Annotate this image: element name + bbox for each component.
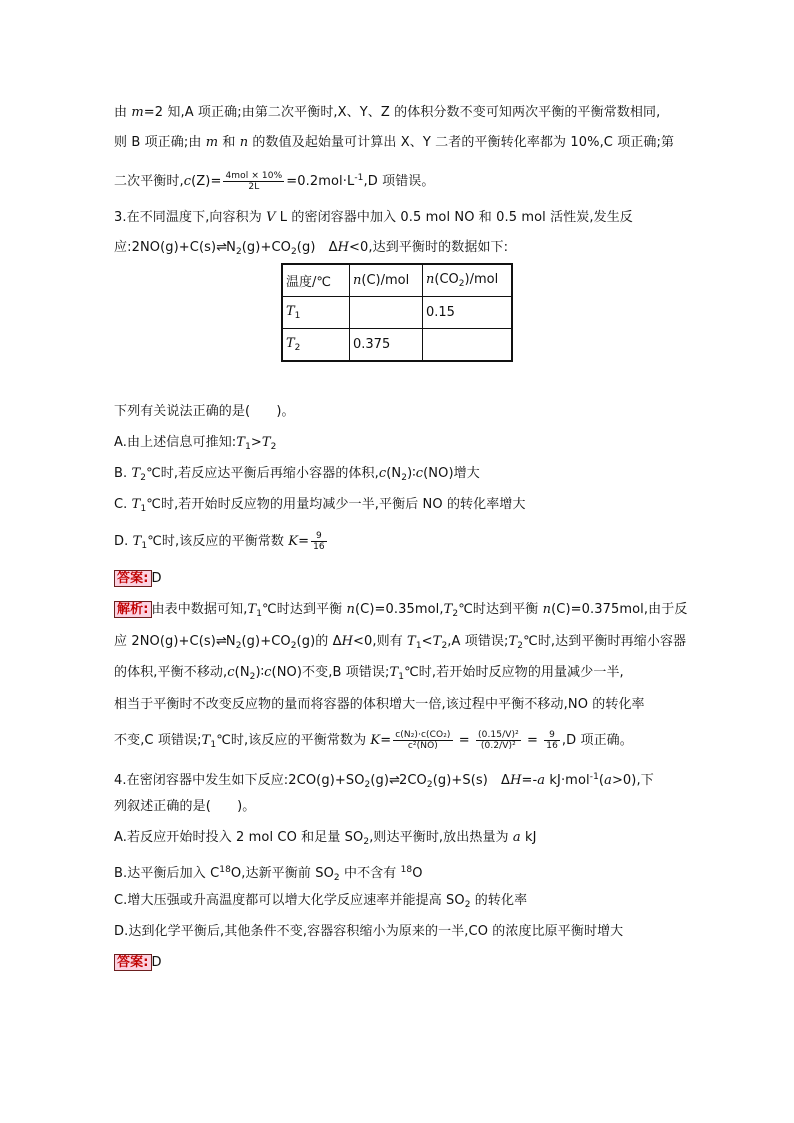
var-t: T <box>131 497 141 512</box>
var-t: T <box>261 435 271 450</box>
q4-option-c <box>114 891 527 915</box>
text: 由 <box>114 105 132 120</box>
var-k: K <box>288 534 299 549</box>
text: (Z)= <box>191 174 222 189</box>
subscript: 1 <box>256 609 263 619</box>
text: (g) <box>370 773 390 788</box>
text: = <box>380 733 392 748</box>
table-cell: 0.375 <box>350 329 423 362</box>
fraction-denominator: c²(NO) <box>407 741 438 751</box>
text: L 的密闭容器中加入 0.5 mol NO 和 0.5 mol 活性炭,发生反 <box>275 210 633 225</box>
superscript: 18 <box>400 865 413 875</box>
subscript: 2 <box>458 279 465 289</box>
subscript: 1 <box>140 504 147 514</box>
text: 由表中数据可知, <box>151 602 248 617</box>
text: 列叙述正确的是( )。 <box>114 799 256 814</box>
var-t: T <box>131 466 141 481</box>
q3-option-c <box>114 495 526 519</box>
superscript: -1 <box>354 173 364 183</box>
q3-option-d <box>114 531 329 556</box>
q4-stem-line-1 <box>114 767 654 795</box>
answer-label: 答案: <box>114 954 152 971</box>
var-n: n <box>353 273 362 288</box>
subscript: 1 <box>245 442 251 452</box>
var-v: V <box>266 210 276 225</box>
subscript: 1 <box>398 672 405 682</box>
text: = <box>298 534 310 549</box>
text: (C)=0.375mol,由于反 <box>551 602 688 617</box>
subscript: 2 <box>452 609 459 619</box>
subscript: 2 <box>364 780 371 790</box>
text: 相当于平衡时不改变反应物的量而将容器的体积增大一倍,该过程中平衡不移动,NO 的转化率 <box>114 697 645 712</box>
q3-question <box>114 402 295 422</box>
text: ℃时,若开始时反应物的用量均减少一半,平衡后 NO 的转化率增大 <box>146 497 526 512</box>
text: 温度/℃ <box>286 275 331 290</box>
text: ℃时达到平衡 <box>458 602 543 617</box>
text: 则 B 项正确;由 <box>114 135 206 150</box>
var-t: T <box>389 665 399 680</box>
q3-analysis-line-3 <box>114 663 624 687</box>
var-t: T <box>286 336 295 351</box>
var-n: n <box>542 602 552 617</box>
text: 的数值及起始量可计算出 X、Y 二者的平衡转化率都为 10%,C 项正确;第 <box>248 135 675 150</box>
var-h: H <box>337 240 350 255</box>
subscript: 2 <box>294 343 301 353</box>
q4-option-d <box>114 922 623 942</box>
fraction-numerator: c(N₂)·c(CO₂) <box>395 730 451 740</box>
text: ℃时达到平衡 <box>262 602 347 617</box>
subscript: 2 <box>363 837 370 847</box>
var-a: a <box>512 830 521 845</box>
text: kJ <box>520 830 537 845</box>
text: 应:2NO(g)+C(s) <box>114 240 217 255</box>
text: ℃时,若反应达平衡后再缩小容器的体积, <box>146 466 379 481</box>
answer-label: 答案: <box>114 570 152 587</box>
q3-option-a <box>114 433 277 457</box>
table-cell <box>282 297 350 329</box>
text: ℃时,若开始时反应物的用量减少一半, <box>404 665 624 680</box>
text: ( <box>598 773 605 788</box>
q3-stem-line-2 <box>114 238 508 262</box>
text: (C)=0.35mol, <box>354 602 444 617</box>
var-n: n <box>346 602 355 617</box>
text: 的转化率 <box>470 893 528 908</box>
text: )/mol <box>464 272 499 287</box>
answer-value: D <box>151 955 162 970</box>
text: (g)+CO <box>241 634 291 649</box>
var-c: c <box>264 665 272 680</box>
text: 3.在不同温度下,向容积为 <box>114 210 267 225</box>
text: )∶ <box>255 665 265 680</box>
q4-stem-line-2 <box>114 797 255 817</box>
text: 4.在密闭容器中发生如下反应:2CO(g)+SO <box>114 773 365 788</box>
var-n: n <box>426 272 435 287</box>
var-t: T <box>443 602 453 617</box>
q3-option-b <box>114 464 480 488</box>
var-t: T <box>247 602 257 617</box>
var-a: a <box>537 773 546 788</box>
fraction <box>476 730 521 751</box>
analysis-label: 解析: <box>114 601 152 618</box>
text: )∶ <box>407 466 416 481</box>
fraction-numerator: 9 <box>544 730 560 741</box>
subscript: 2 <box>464 900 471 910</box>
equilibrium-arrow-icon: ⇌ <box>216 240 227 255</box>
subscript: 2 <box>235 247 242 257</box>
table-header-temperature <box>282 264 350 297</box>
text: 和 <box>218 135 240 150</box>
answer-value: D <box>151 571 162 586</box>
fraction-denominator: 16 <box>313 542 325 552</box>
text: (g) Δ <box>296 240 338 255</box>
text: ,A 项错误; <box>447 634 509 649</box>
table-header-n-c <box>350 264 423 297</box>
fraction-denominator: 16 <box>546 741 558 751</box>
q3-analysis-line-4 <box>114 695 645 715</box>
table-header-row <box>282 264 512 297</box>
text: 中不含有 <box>339 866 401 881</box>
subscript: 2 <box>517 641 524 651</box>
subscript: 1 <box>415 641 422 651</box>
text: 2CO <box>398 773 427 788</box>
fraction <box>544 730 560 751</box>
text: O <box>412 866 423 881</box>
var-m: m <box>205 135 219 150</box>
equilibrium-data-table <box>281 263 513 362</box>
subscript: 2 <box>426 780 433 790</box>
subscript: 1 <box>141 541 148 551</box>
var-t: T <box>132 534 142 549</box>
table-row <box>282 329 512 362</box>
table-row <box>282 297 512 329</box>
subscript: 1 <box>294 311 301 321</box>
text: = <box>522 733 543 748</box>
text: (N <box>386 466 402 481</box>
text: A.若反应开始时投入 2 mol CO 和足量 SO <box>114 830 364 845</box>
text: 下列有关说法正确的是( )。 <box>114 404 295 419</box>
text: ℃时,达到平衡时再缩小容器 <box>523 634 687 649</box>
fraction-numerator: 9 <box>311 531 327 542</box>
fraction-numerator: 4mol × 10% <box>225 171 283 181</box>
var-m: m <box>131 105 144 120</box>
fraction <box>311 531 327 552</box>
text: B. <box>114 466 132 481</box>
subscript: 2 <box>270 442 277 452</box>
text: O,达新平衡前 SO <box>230 866 334 881</box>
text: = <box>454 733 475 748</box>
text: =- <box>521 773 538 788</box>
text: D. <box>114 534 133 549</box>
q3-stem-line-1 <box>114 208 633 228</box>
text: > <box>250 435 262 450</box>
text: ,D 项正确。 <box>561 733 633 748</box>
var-t: T <box>407 634 416 649</box>
var-c: c <box>378 466 387 481</box>
subscript: 2 <box>140 473 147 483</box>
var-h: H <box>510 773 522 788</box>
text: ℃时,该反应的平衡常数为 <box>216 733 371 748</box>
text: N <box>226 240 236 255</box>
text: D.达到化学平衡后,其他条件不变,容器容积缩小为原来的一半,CO 的浓度比原平衡时增大 <box>114 924 624 939</box>
var-t: T <box>201 733 211 748</box>
var-t: T <box>236 435 246 450</box>
subscript: 2 <box>333 873 340 883</box>
text: <0,则有 <box>353 634 408 649</box>
q2-analysis-line-3 <box>114 168 435 192</box>
fraction-denominator: (0.2/V)² <box>480 741 516 751</box>
text: 二次平衡时, <box>114 174 184 189</box>
text: 应 2NO(g)+C(s) <box>114 634 216 649</box>
var-c: c <box>227 665 235 680</box>
var-n: n <box>239 135 249 150</box>
q4-option-b <box>114 860 423 888</box>
var-c: c <box>183 174 192 189</box>
text: 的体积,平衡不移动, <box>114 665 228 680</box>
var-t: T <box>432 634 442 649</box>
text: kJ·mol <box>545 773 590 788</box>
table-header-n-co2 <box>423 264 513 297</box>
table-cell <box>282 329 350 362</box>
var-t: T <box>286 304 295 319</box>
subscript: 2 <box>401 473 408 483</box>
text: (g)的 Δ <box>296 634 342 649</box>
text: ,D 项错误。 <box>363 174 435 189</box>
text: >0),下 <box>611 773 654 788</box>
table-cell: 0.15 <box>423 297 513 329</box>
subscript: 2 <box>441 641 448 651</box>
q4-answer <box>114 953 162 973</box>
fraction <box>223 171 284 192</box>
table-cell <box>423 329 513 362</box>
fraction-numerator: (0.15/V)² <box>478 730 519 740</box>
q3-analysis-line-5 <box>114 730 633 755</box>
text: (N <box>234 665 250 680</box>
subscript: 2 <box>290 247 297 257</box>
subscript: 2 <box>235 641 242 651</box>
var-h: H <box>341 634 354 649</box>
equilibrium-arrow-icon: ⇌ <box>389 773 399 788</box>
subscript: 2 <box>290 641 297 651</box>
text: C.增大压强或升高温度都可以增大化学反应速率并能提高 SO <box>114 893 465 908</box>
text: (NO)增大 <box>423 466 480 481</box>
var-c: c <box>415 466 424 481</box>
text: 不变,C 项错误; <box>114 733 202 748</box>
superscript: -1 <box>589 772 599 782</box>
q3-answer <box>114 569 162 589</box>
q2-analysis-line-1 <box>114 103 660 123</box>
text: B.达平衡后加入 C <box>114 866 220 881</box>
q3-analysis-line-2 <box>114 632 686 656</box>
superscript: 18 <box>219 865 231 875</box>
fraction-denominator: 2L <box>248 182 260 192</box>
fraction <box>393 730 452 751</box>
q2-analysis-line-2 <box>114 133 674 153</box>
equilibrium-arrow-icon: ⇌ <box>215 634 226 649</box>
var-t: T <box>508 634 518 649</box>
text: (C)/mol <box>361 273 410 288</box>
text: (g)+S(s) Δ <box>432 773 511 788</box>
text: =0.2mol·L <box>286 174 355 189</box>
text: ,则达平衡时,放出热量为 <box>369 830 513 845</box>
var-a: a <box>604 773 612 788</box>
text: (CO <box>434 272 459 287</box>
q3-analysis-line-1 <box>114 600 687 624</box>
text: A.由上述信息可推知: <box>114 435 237 450</box>
text: (NO)不变,B 项错误; <box>271 665 390 680</box>
table-cell <box>350 297 423 329</box>
text: N <box>225 634 236 649</box>
q4-option-a <box>114 828 537 852</box>
text: <0,达到平衡时的数据如下: <box>349 240 509 255</box>
text: ℃时,该反应的平衡常数 <box>147 534 289 549</box>
subscript: 2 <box>249 672 256 682</box>
text: C. <box>114 497 132 512</box>
text: < <box>421 634 433 649</box>
subscript: 1 <box>210 740 217 750</box>
text: (g)+CO <box>241 240 291 255</box>
var-k: K <box>370 733 381 748</box>
text: =2 知,A 项正确;由第二次平衡时,X、Y、Z 的体积分数不变可知两次平衡的平衡常数相同, <box>143 105 661 120</box>
